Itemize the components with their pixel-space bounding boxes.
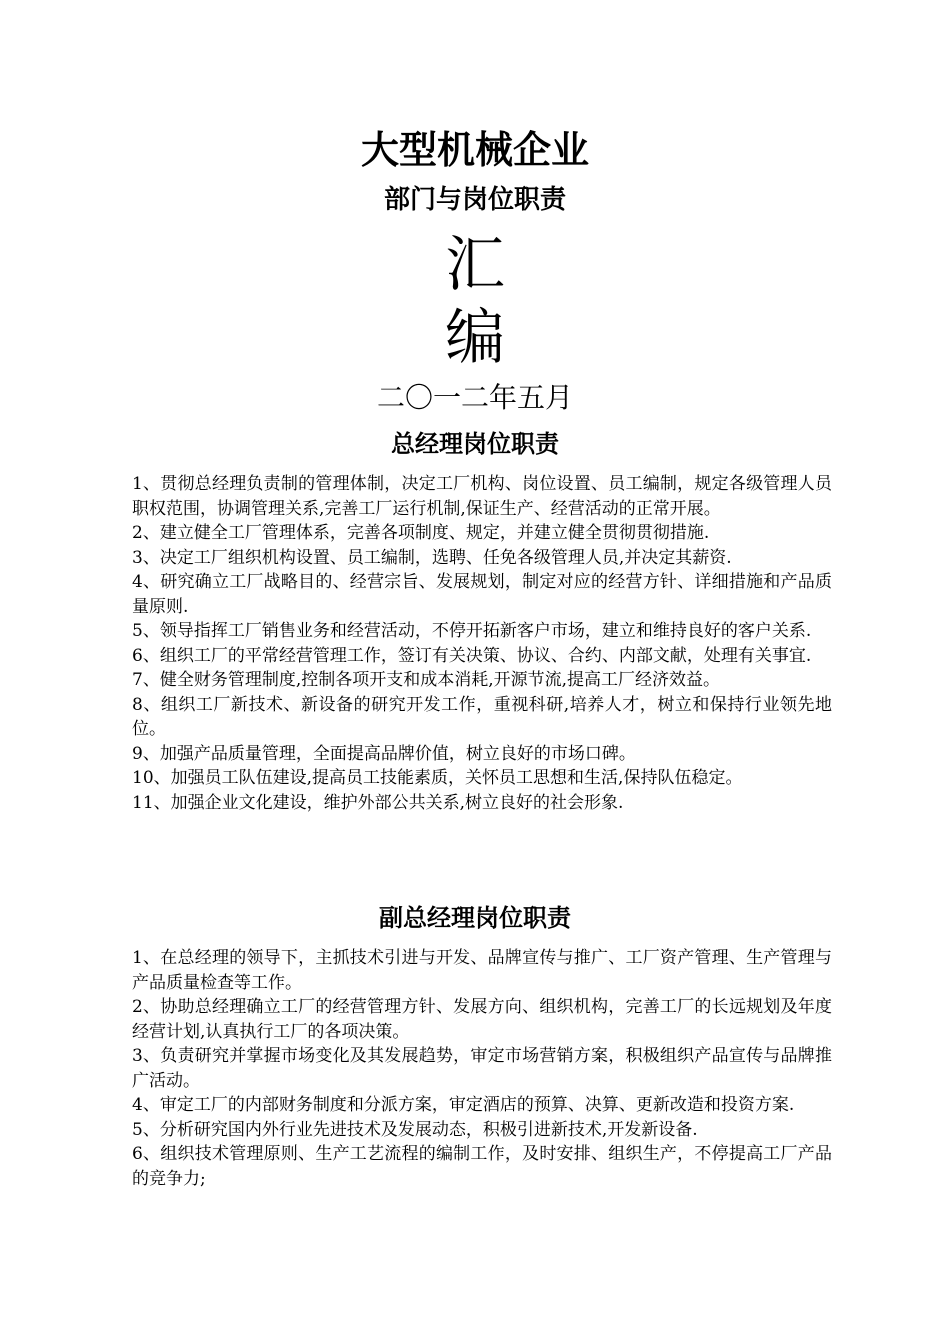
list-item: 4、研究确立工厂战略目的、经营宗旨、发展规划，制定对应的经营方针、详细措施和产品质量原则. (132, 572, 832, 617)
document-title: 大型机械企业 (360, 128, 589, 172)
list-item: 8、组织工厂新技术、新设备的研究开发工作，重视科研,培养人才，树立和保持行业领先地位。 (132, 694, 832, 739)
list-item: 5、领导指挥工厂销售业务和经营活动，不停开拓新客户市场，建立和维持良好的客户关系. (132, 621, 812, 641)
list-item: 5、分析研究国内外行业先进技术及发展动态，积极引进新技术,开发新设备. (132, 1119, 698, 1140)
document-date: 二〇一二年五月 (376, 381, 573, 414)
list-item: 7、健全财务管理制度,控制各项开支和成本消耗,开源节流,提高工厂经济效益。 (132, 670, 721, 690)
section-heading-deputy-general-manager: 副总经理岗位职责 (379, 904, 571, 932)
list-item: 1、在总经理的领导下，主抓技术引进与开发、品牌宣传与推广、工厂资产管理、生产管理与产品质量检查等工作。 (132, 948, 832, 993)
duty-list-deputy-general-manager (132, 946, 832, 1191)
list-item: 4、审定工厂的内部财务制度和分派方案，审定酒店的预算、决算、更新改造和投资方案. (132, 1095, 795, 1115)
title-character-hui: 汇 (445, 230, 505, 300)
list-item: 3、负责研究并掌握市场变化及其发展趋势，审定市场营销方案，积极组织产品宣传与品牌推广活动。 (132, 1046, 832, 1091)
list-item: 2、建立健全工厂管理体系，完善各项制度、规定，并建立健全贯彻贯彻措施. (132, 523, 710, 543)
list-item: 1、贯彻总经理负责制的管理体制，决定工厂机构、岗位设置、员工编制，规定各级管理人员职权范围，协调管理关系,完善工厂运行机制,保证生产、经营活动的正常开展。 (132, 474, 832, 519)
section-heading-general-manager: 总经理岗位职责 (391, 430, 559, 458)
duty-list-general-manager (132, 472, 832, 815)
list-item: 6、组织工厂的平常经营管理工作，签订有关决策、协议、合约、内部文献，处理有关事宜. (132, 645, 812, 666)
list-item: 6、组织技术管理原则、生产工艺流程的编制工作，及时安排、组织生产，不停提高工厂产品的竞争力; (132, 1144, 832, 1189)
list-item: 3、决定工厂组织机构设置、员工编制，选聘、任免各级管理人员,并决定其薪资. (132, 547, 732, 568)
title-character-bian: 编 (445, 303, 505, 373)
list-item: 10、加强员工队伍建设,提高员工技能素质，关怀员工思想和生活,保持队伍稳定。 (132, 768, 743, 788)
list-item: 9、加强产品质量管理，全面提高品牌价值，树立良好的市场口碑。 (132, 743, 636, 764)
document-subtitle: 部门与岗位职责 (383, 185, 566, 215)
list-item: 11、加强企业文化建设，维护外部公共关系,树立良好的社会形象. (132, 792, 624, 813)
list-item: 2、协助总经理确立工厂的经营管理方针、发展方向、组织机构，完善工厂的长远规划及年度经营计划,认真执行工厂的各项决策。 (132, 997, 832, 1042)
